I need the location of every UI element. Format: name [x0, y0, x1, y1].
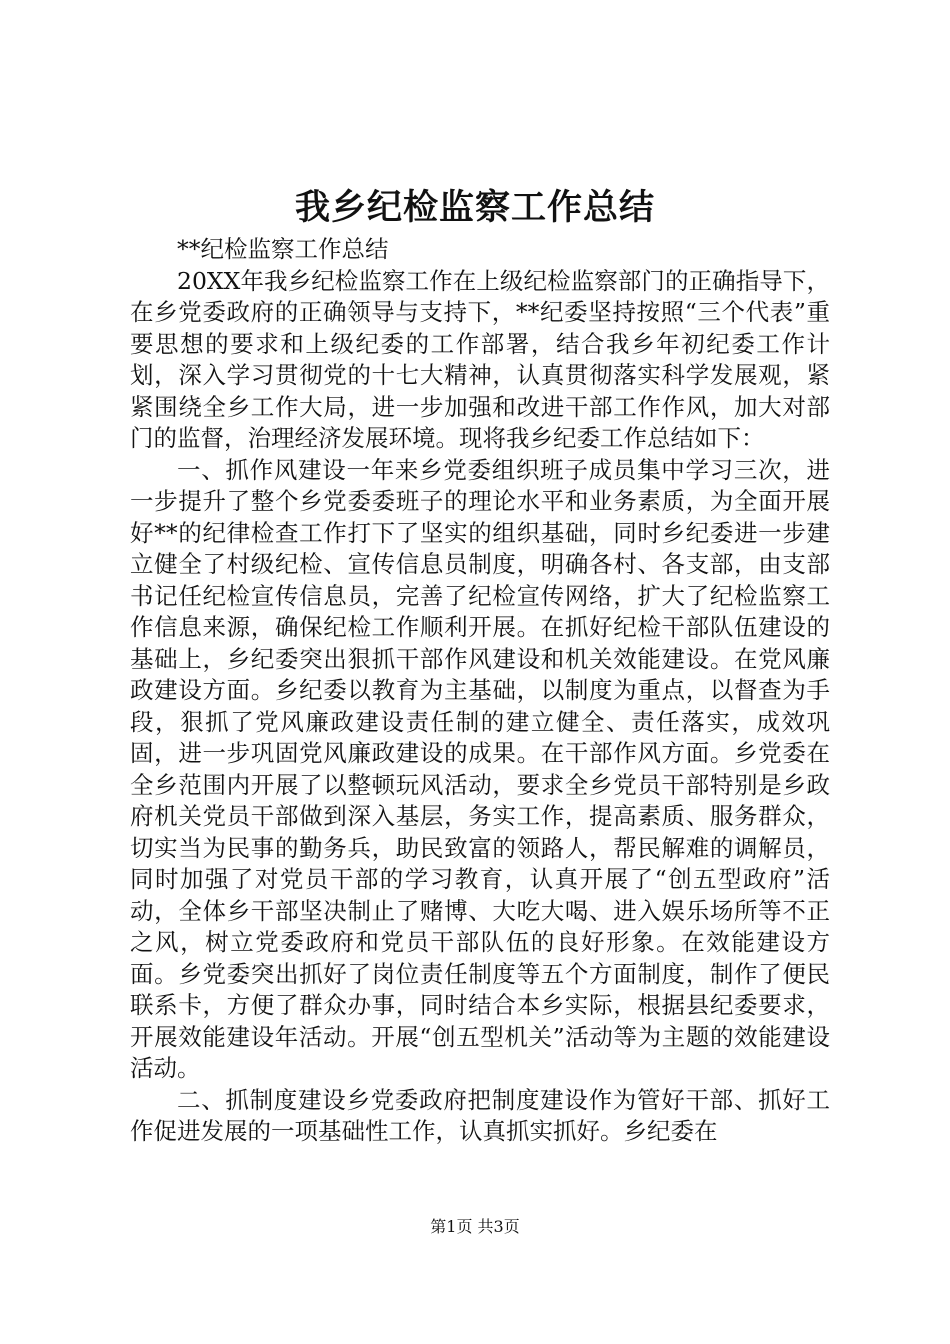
document-subtitle: **纪检监察工作总结	[177, 235, 389, 263]
intro-paragraph: 20XX年我乡纪检监察工作在上级纪检监察部门的正确指导下，在乡党委政府的正确领导与支持下，**纪委坚持按照“三个代表”重要思想的要求和上级纪委的工作部署，结合我乡年初纪委工作计划，深入学习贯彻党的十七大精神，认真贯彻落实科学发展观，紧紧围绕全乡工作大局，进一步加强和改进干部工作作风，加大对部门的监督，治理经济发展环境。现将我乡纪委工作总结如下：	[130, 266, 830, 452]
section-1-paragraph: 一、抓作风建设一年来乡党委组织班子成员集中学习三次，进一步提升了整个乡党委委班子的理论水平和业务素质，为全面开展好**的纪律检查工作打下了坚实的组织基础，同时乡纪委进一步建立健全了村级纪检、宣传信息员制度，明确各村、各支部，由支部书记任纪检宣传信息员，完善了纪检宣传网络，扩大了纪检监察工作信息来源，确保纪检工作顺利开展。在抓好纪检干部队伍建设的基础上，乡纪委突出狠抓干部作风建设和机关效能建设。在党风廉政建设方面。乡纪委以教育为主基础，以制度为重点，以督查为手段，狠抓了党风廉政建设责任制的建立健全、责任落实，成效巩固，进一步巩固党风廉政建设的成果。在干部作风方面。乡党委在全乡范围内开展了以整顿玩风活动，要求全乡党员干部特别是乡政府机关党员干部做到深入基层，务实工作，提高素质、服务群众，切实当为民事的勤务兵，助民致富的领路人，帮民解难的调解员，同时加强了对党员干部的学习教育，认真开展了“创五型政府”活动，全体乡干部坚决制止了赌博、大吃大喝、进入娱乐场所等不正之风，树立党委政府和党员干部队伍的良好形象。在效能建设方面。乡党委突出抓好了岗位责任制度等五个方面制度，制作了便民联系卡，方便了群众办事，同时结合本乡实际，根据县纪委要求，开展效能建设年活动。开展“创五型机关”活动等为主题的效能建设活动。	[130, 455, 830, 1082]
document-body	[130, 234, 830, 1148]
section-2-paragraph: 二、抓制度建设乡党委政府把制度建设作为管好干部、抓好工作促进发展的一项基础性工作，认真抓实抓好。乡纪委在	[130, 1085, 830, 1145]
document-title: 我乡纪检监察工作总结	[294, 187, 655, 228]
page-number-footer: 第1页 共3页	[430, 1217, 520, 1236]
